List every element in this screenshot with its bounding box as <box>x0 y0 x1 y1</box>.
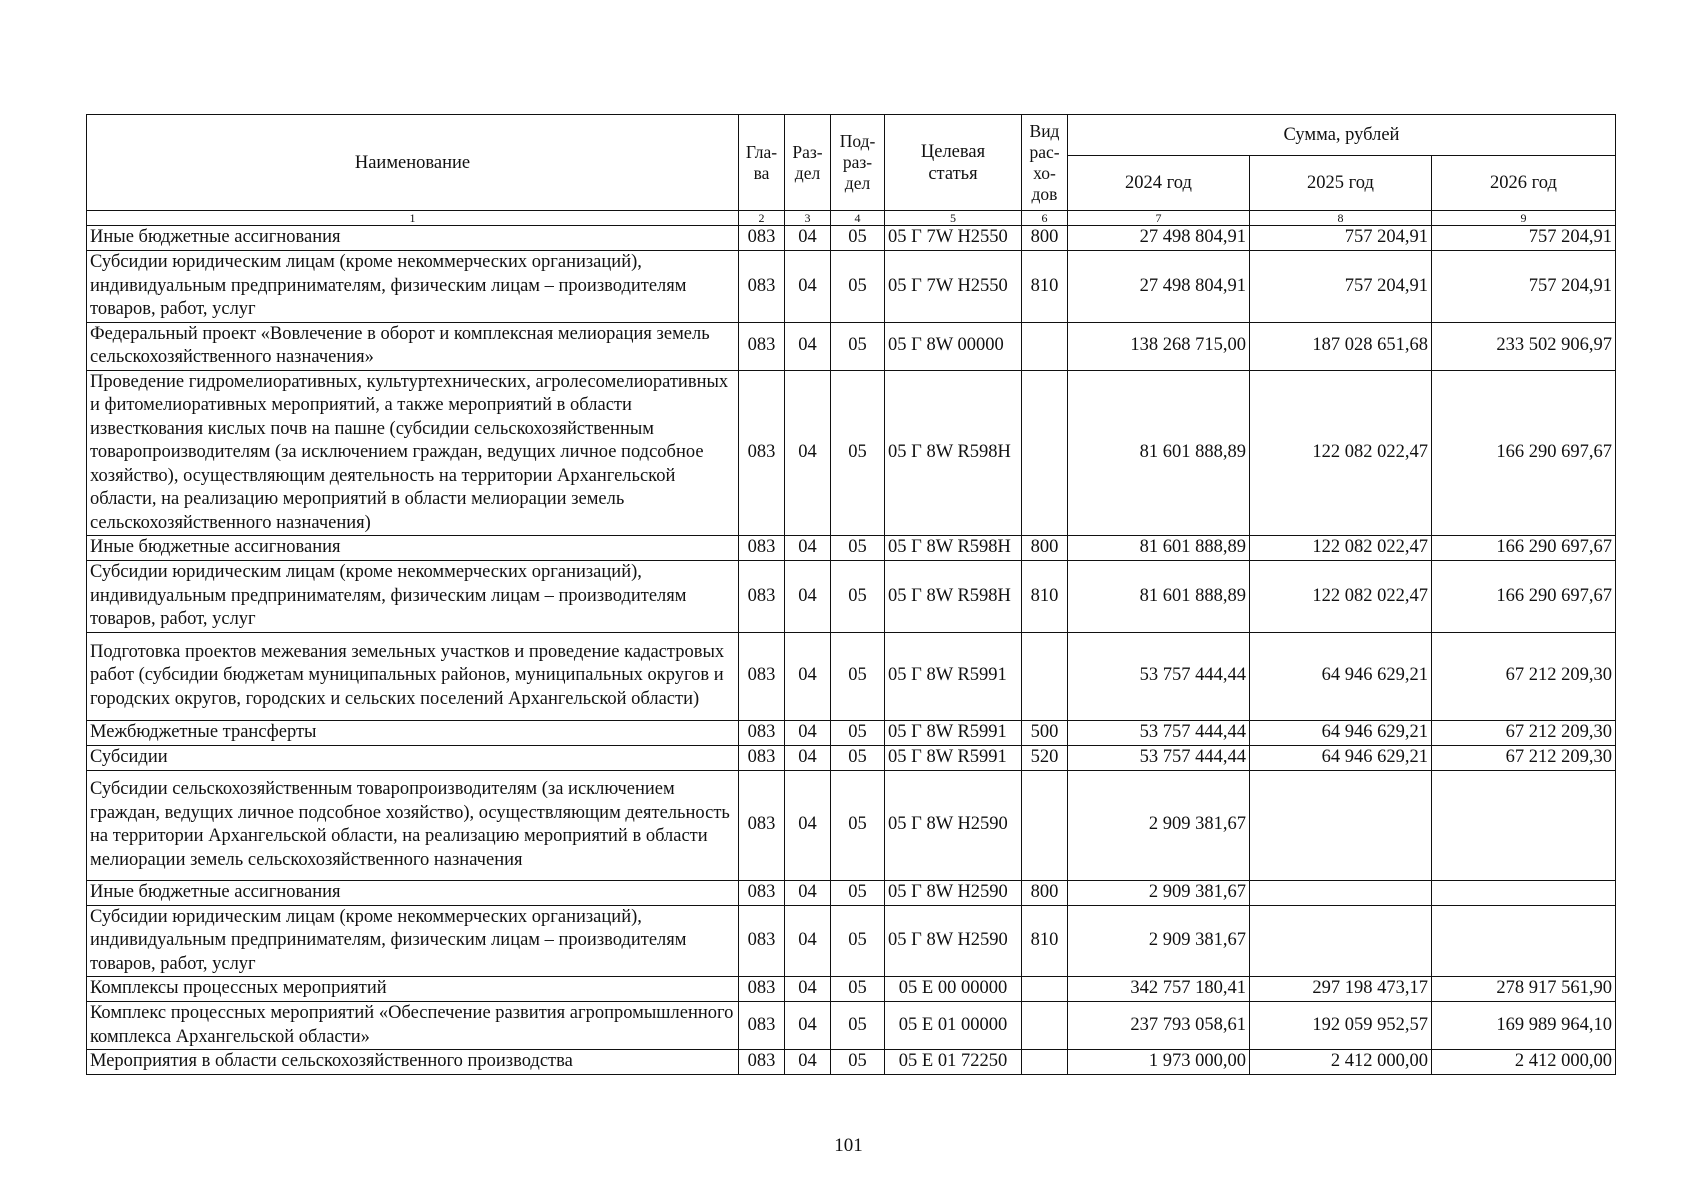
row-amount-2025: 297 198 473,17 <box>1250 977 1432 1002</box>
row-section: 04 <box>785 226 831 251</box>
row-amount-2025: 187 028 651,68 <box>1250 322 1432 370</box>
row-amount-2024: 1 973 000,00 <box>1068 1050 1250 1075</box>
table-row <box>87 322 1616 370</box>
row-amount-2026: 166 290 697,67 <box>1432 561 1616 633</box>
row-kind: 520 <box>1022 745 1068 770</box>
row-amount-2025: 122 082 022,47 <box>1250 370 1432 536</box>
table-row <box>87 561 1616 633</box>
table-body <box>87 211 1616 1075</box>
row-subsection: 05 <box>831 880 885 905</box>
row-name: Проведение гидромелиоративных, культуртехнических, агролесомелиоративных и фитомелиоративных мероприятий, а также мероприятий в области известкования кислых почв на пашне (субсидии сельскохозяйственным товаропроизводителям (за исключением граждан, ведущих личное подсобное хозяйство), осуществляющим деятельность на территории Архангельской области, на реализацию мероприятий в области мелиорации земель сельскохозяйственного назначения) <box>87 370 739 536</box>
row-chapter: 083 <box>739 880 785 905</box>
row-amount-2024: 237 793 058,61 <box>1068 1002 1250 1050</box>
row-subsection: 05 <box>831 977 885 1002</box>
row-amount-2026: 2 412 000,00 <box>1432 1050 1616 1075</box>
row-kind: 810 <box>1022 561 1068 633</box>
row-amount-2026 <box>1432 770 1616 880</box>
header-kind: Вид рас- хо- дов <box>1022 115 1068 211</box>
row-amount-2026: 67 212 209,30 <box>1432 720 1616 745</box>
row-section: 04 <box>785 632 831 720</box>
row-amount-2025: 2 412 000,00 <box>1250 1050 1432 1075</box>
row-name: Субсидии юридическим лицам (кроме некоммерческих организаций), индивидуальным предпринимателям, физическим лицам – производителям товаров, работ, услуг <box>87 251 739 323</box>
row-chapter: 083 <box>739 770 785 880</box>
row-amount-2025: 192 059 952,57 <box>1250 1002 1432 1050</box>
row-kind <box>1022 370 1068 536</box>
row-subsection: 05 <box>831 536 885 561</box>
row-chapter: 083 <box>739 251 785 323</box>
row-chapter: 083 <box>739 226 785 251</box>
row-amount-2026: 166 290 697,67 <box>1432 536 1616 561</box>
row-target: 05 Е 01 00000 <box>885 1002 1022 1050</box>
row-amount-2026: 166 290 697,67 <box>1432 370 1616 536</box>
table-header <box>87 115 1616 211</box>
row-section: 04 <box>785 770 831 880</box>
header-subsection: Под- раз- дел <box>831 115 885 211</box>
row-amount-2025 <box>1250 770 1432 880</box>
row-amount-2024: 2 909 381,67 <box>1068 770 1250 880</box>
row-section: 04 <box>785 1050 831 1075</box>
page-number: 101 <box>834 1135 863 1156</box>
row-amount-2025: 757 204,91 <box>1250 251 1432 323</box>
row-amount-2024: 53 757 444,44 <box>1068 745 1250 770</box>
row-section: 04 <box>785 251 831 323</box>
row-amount-2026 <box>1432 880 1616 905</box>
row-subsection: 05 <box>831 1050 885 1075</box>
row-target: 05 Г 8W 00000 <box>885 322 1022 370</box>
row-target: 05 Г 8W R598H <box>885 370 1022 536</box>
row-section: 04 <box>785 322 831 370</box>
table-row <box>87 536 1616 561</box>
column-number: 7 <box>1068 211 1250 226</box>
header-year-2026: 2026 год <box>1432 156 1616 211</box>
row-amount-2024: 81 601 888,89 <box>1068 536 1250 561</box>
table-row <box>87 632 1616 720</box>
row-subsection: 05 <box>831 251 885 323</box>
row-target: 05 Г 8W R5991 <box>885 632 1022 720</box>
row-target: 05 Е 00 00000 <box>885 977 1022 1002</box>
row-amount-2026: 233 502 906,97 <box>1432 322 1616 370</box>
table-row <box>87 770 1616 880</box>
row-chapter: 083 <box>739 1050 785 1075</box>
table-row <box>87 977 1616 1002</box>
row-chapter: 083 <box>739 905 785 977</box>
row-name: Мероприятия в области сельскохозяйственного производства <box>87 1050 739 1075</box>
row-kind <box>1022 1002 1068 1050</box>
row-amount-2026: 757 204,91 <box>1432 251 1616 323</box>
column-number: 6 <box>1022 211 1068 226</box>
row-amount-2026 <box>1432 905 1616 977</box>
row-chapter: 083 <box>739 745 785 770</box>
row-chapter: 083 <box>739 1002 785 1050</box>
column-number: 4 <box>831 211 885 226</box>
row-section: 04 <box>785 370 831 536</box>
header-name: Наименование <box>87 115 739 211</box>
row-target: 05 Г 8W R5991 <box>885 745 1022 770</box>
row-amount-2024: 53 757 444,44 <box>1068 632 1250 720</box>
column-number: 2 <box>739 211 785 226</box>
row-target: 05 Е 01 72250 <box>885 1050 1022 1075</box>
header-target: Целевая статья <box>885 115 1022 211</box>
row-name: Федеральный проект «Вовлечение в оборот и комплексная мелиорация земель сельскохозяйственного назначения» <box>87 322 739 370</box>
row-amount-2025 <box>1250 880 1432 905</box>
row-name: Комплекс процессных мероприятий «Обеспечение развития агропромышленного комплекса Архангельской области» <box>87 1002 739 1050</box>
row-name: Иные бюджетные ассигнования <box>87 880 739 905</box>
row-kind: 500 <box>1022 720 1068 745</box>
row-subsection: 05 <box>831 770 885 880</box>
row-section: 04 <box>785 905 831 977</box>
column-number: 3 <box>785 211 831 226</box>
row-amount-2026: 757 204,91 <box>1432 226 1616 251</box>
row-kind: 800 <box>1022 536 1068 561</box>
table-row <box>87 1050 1616 1075</box>
row-chapter: 083 <box>739 536 785 561</box>
row-name: Иные бюджетные ассигнования <box>87 536 739 561</box>
row-section: 04 <box>785 720 831 745</box>
budget-table <box>86 114 1616 1075</box>
row-amount-2024: 81 601 888,89 <box>1068 370 1250 536</box>
row-amount-2025: 122 082 022,47 <box>1250 561 1432 633</box>
row-amount-2026: 169 989 964,10 <box>1432 1002 1616 1050</box>
table-row <box>87 745 1616 770</box>
row-name: Комплексы процессных мероприятий <box>87 977 739 1002</box>
row-section: 04 <box>785 1002 831 1050</box>
column-number: 1 <box>87 211 739 226</box>
row-subsection: 05 <box>831 1002 885 1050</box>
row-name: Иные бюджетные ассигнования <box>87 226 739 251</box>
row-section: 04 <box>785 536 831 561</box>
column-number-row <box>87 211 1616 226</box>
row-target: 05 Г 7W Н2550 <box>885 226 1022 251</box>
column-number: 5 <box>885 211 1022 226</box>
column-number: 9 <box>1432 211 1616 226</box>
table-row <box>87 251 1616 323</box>
row-kind: 800 <box>1022 880 1068 905</box>
row-name: Подготовка проектов межевания земельных участков и проведение кадастровых работ (субсидии бюджетам муниципальных районов, муниципальных округов и городских округов, городских и сельских поселений Архангельской области) <box>87 632 739 720</box>
table-row <box>87 720 1616 745</box>
row-section: 04 <box>785 880 831 905</box>
row-amount-2026: 67 212 209,30 <box>1432 745 1616 770</box>
row-subsection: 05 <box>831 632 885 720</box>
row-amount-2024: 138 268 715,00 <box>1068 322 1250 370</box>
row-amount-2024: 342 757 180,41 <box>1068 977 1250 1002</box>
column-number: 8 <box>1250 211 1432 226</box>
row-kind <box>1022 977 1068 1002</box>
row-section: 04 <box>785 745 831 770</box>
row-target: 05 Г 8W Н2590 <box>885 770 1022 880</box>
row-subsection: 05 <box>831 561 885 633</box>
row-amount-2024: 2 909 381,67 <box>1068 905 1250 977</box>
row-amount-2025: 757 204,91 <box>1250 226 1432 251</box>
row-subsection: 05 <box>831 905 885 977</box>
row-chapter: 083 <box>739 322 785 370</box>
table-row <box>87 880 1616 905</box>
header-chapter: Гла- ва <box>739 115 785 211</box>
row-amount-2024: 27 498 804,91 <box>1068 251 1250 323</box>
row-target: 05 Г 8W Н2590 <box>885 880 1022 905</box>
row-chapter: 083 <box>739 632 785 720</box>
row-amount-2024: 2 909 381,67 <box>1068 880 1250 905</box>
row-amount-2026: 278 917 561,90 <box>1432 977 1616 1002</box>
row-kind <box>1022 632 1068 720</box>
row-amount-2025: 122 082 022,47 <box>1250 536 1432 561</box>
row-name: Субсидии сельскохозяйственным товаропроизводителям (за исключением граждан, ведущих личное подсобное хозяйство), осуществляющим деятельность на территории Архангельской области, на реализацию мероприятий в области мелиорации земель сельскохозяйственного назначения <box>87 770 739 880</box>
table-row <box>87 1002 1616 1050</box>
row-kind <box>1022 770 1068 880</box>
header-sum: Сумма, рублей <box>1068 115 1616 156</box>
row-chapter: 083 <box>739 370 785 536</box>
header-year-2024: 2024 год <box>1068 156 1250 211</box>
row-kind: 810 <box>1022 251 1068 323</box>
row-name: Субсидии юридическим лицам (кроме некоммерческих организаций), индивидуальным предпринимателям, физическим лицам – производителям товаров, работ, услуг <box>87 561 739 633</box>
table-row <box>87 370 1616 536</box>
row-amount-2025: 64 946 629,21 <box>1250 720 1432 745</box>
table-row <box>87 905 1616 977</box>
row-chapter: 083 <box>739 977 785 1002</box>
row-amount-2025: 64 946 629,21 <box>1250 745 1432 770</box>
row-target: 05 Г 8W R598H <box>885 536 1022 561</box>
row-kind: 800 <box>1022 226 1068 251</box>
row-target: 05 Г 8W Н2590 <box>885 905 1022 977</box>
row-amount-2024: 81 601 888,89 <box>1068 561 1250 633</box>
row-target: 05 Г 8W R5991 <box>885 720 1022 745</box>
row-name: Субсидии юридическим лицам (кроме некоммерческих организаций), индивидуальным предпринимателям, физическим лицам – производителям товаров, работ, услуг <box>87 905 739 977</box>
row-amount-2024: 53 757 444,44 <box>1068 720 1250 745</box>
header-year-2025: 2025 год <box>1250 156 1432 211</box>
row-subsection: 05 <box>831 322 885 370</box>
row-subsection: 05 <box>831 720 885 745</box>
row-amount-2024: 27 498 804,91 <box>1068 226 1250 251</box>
row-target: 05 Г 7W Н2550 <box>885 251 1022 323</box>
row-kind: 810 <box>1022 905 1068 977</box>
row-name: Межбюджетные трансферты <box>87 720 739 745</box>
row-chapter: 083 <box>739 561 785 633</box>
row-amount-2026: 67 212 209,30 <box>1432 632 1616 720</box>
row-subsection: 05 <box>831 745 885 770</box>
row-section: 04 <box>785 977 831 1002</box>
row-kind <box>1022 322 1068 370</box>
row-amount-2025: 64 946 629,21 <box>1250 632 1432 720</box>
row-kind <box>1022 1050 1068 1075</box>
row-target: 05 Г 8W R598H <box>885 561 1022 633</box>
row-subsection: 05 <box>831 226 885 251</box>
row-name: Субсидии <box>87 745 739 770</box>
header-section: Раз- дел <box>785 115 831 211</box>
row-subsection: 05 <box>831 370 885 536</box>
row-section: 04 <box>785 561 831 633</box>
row-amount-2025 <box>1250 905 1432 977</box>
row-chapter: 083 <box>739 720 785 745</box>
table-row <box>87 226 1616 251</box>
